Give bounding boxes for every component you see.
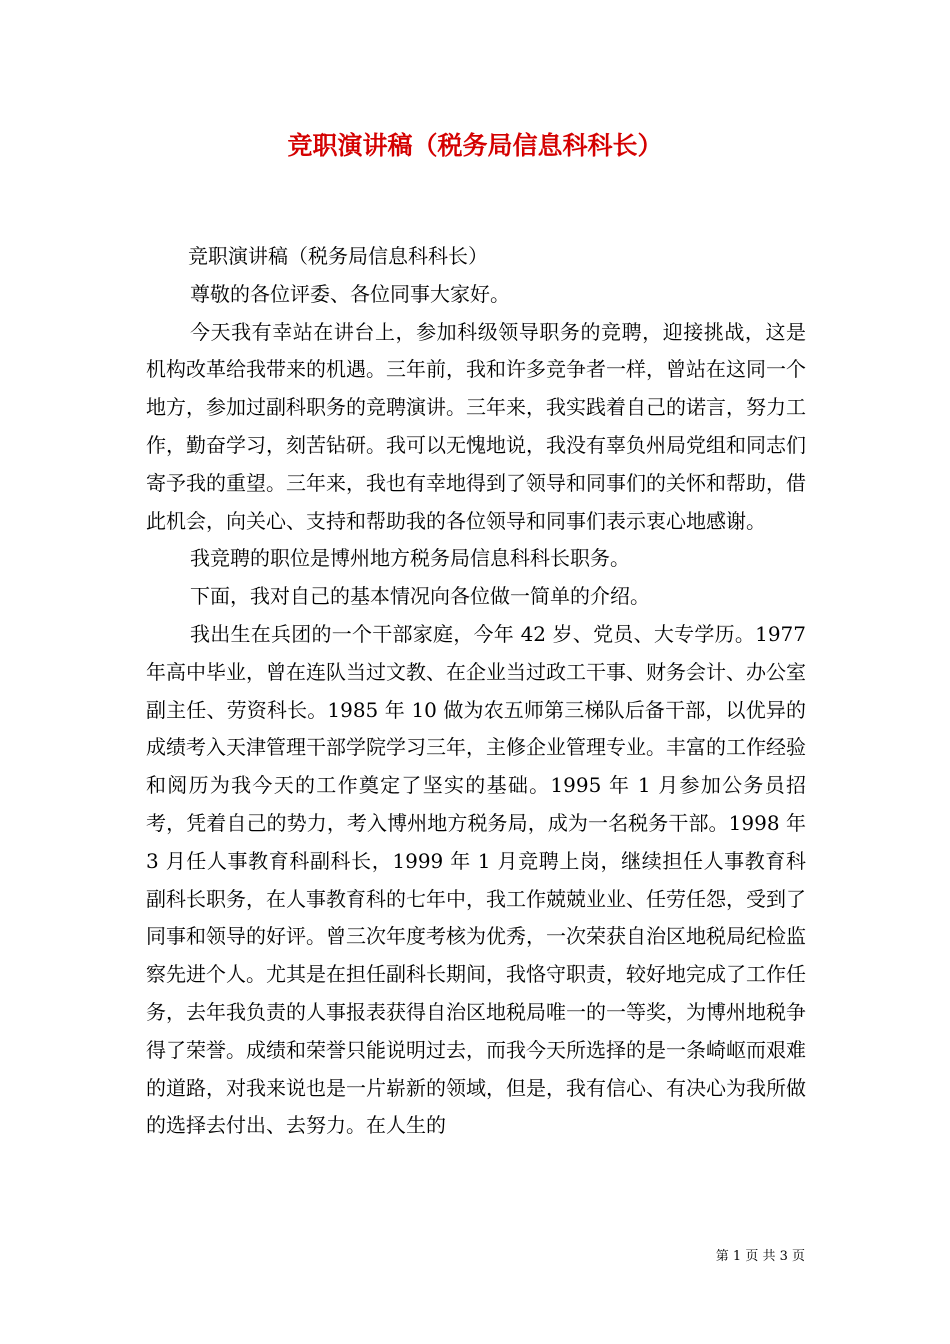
paragraph-heading: 竞职演讲稿（税务局信息科科长）: [188, 244, 488, 268]
paragraph-intro: 下面，我对自己的基本情况向各位做一简单的介绍。: [190, 584, 650, 609]
paragraph-background: 我出生在兵团的一个干部家庭，今年 42 岁、党员、大专学历。1977 年高中毕业，曾在连队当过文教、在企业当过政工干事、财务会计、办公室副主任、劳资科长。1985 年 10 做为农五师第三梯队后备干部，以优异的成绩考入天津管理干部学院学习三年，主修企业管理专业。丰富的工作经验和阅历为我今天的工作奠定了坚实的基础。1995 年 1 月参加公务员招考，凭着自己的势力，考入博州地方税务局，成为一名税务干部。1998 年 3 月任人事教育科副科长，1999 年 1 月竞聘上岗，继续担任人事教育科副科长职务，在人事教育科的七年中，我工作兢兢业业、任劳任怨，受到了同事和领导的好评。曾三次年度考核为优秀，一次荣获自治区地税局纪检监察先进个人。尤其是在担任副科长期间，我恪守职责，较好地完成了工作任务，去年我负责的人事报表获得自治区地税局唯一的一等奖，为博州地税争得了荣誉。成绩和荣誉只能说明过去，而我今天所选择的是一条崎岖而艰难的道路，对我来说也是一片崭新的领域，但是，我有信心、有决心为我所做的选择去付出、去努力。在人生的: [146, 621, 806, 1138]
page-number-footer: 第 1 页 共 3 页: [715, 1249, 805, 1264]
paragraph-position: 我竞聘的职位是博州地方税务局信息科科长职务。: [190, 546, 630, 571]
page-title: 竞职演讲稿（税务局信息科科长）: [287, 131, 663, 160]
document-body: [146, 238, 806, 1145]
paragraph-opening: 今天我有幸站在讲台上，参加科级领导职务的竞聘，迎接挑战，这是机构改革给我带来的机遇。三年前，我和许多竞争者一样，曾站在这同一个地方，参加过副科职务的竞聘演讲。三年来，我实践着自己的诺言，努力工作，勤奋学习，刻苦钻研。我可以无愧地说，我没有辜负州局党组和同志们寄予我的重望。三年来，我也有幸地得到了领导和同事们的关怀和帮助，借此机会，向关心、支持和帮助我的各位领导和同事们表示衷心地感谢。: [146, 319, 806, 533]
paragraph-greeting: 尊敬的各位评委、各位同事大家好。: [190, 281, 510, 306]
